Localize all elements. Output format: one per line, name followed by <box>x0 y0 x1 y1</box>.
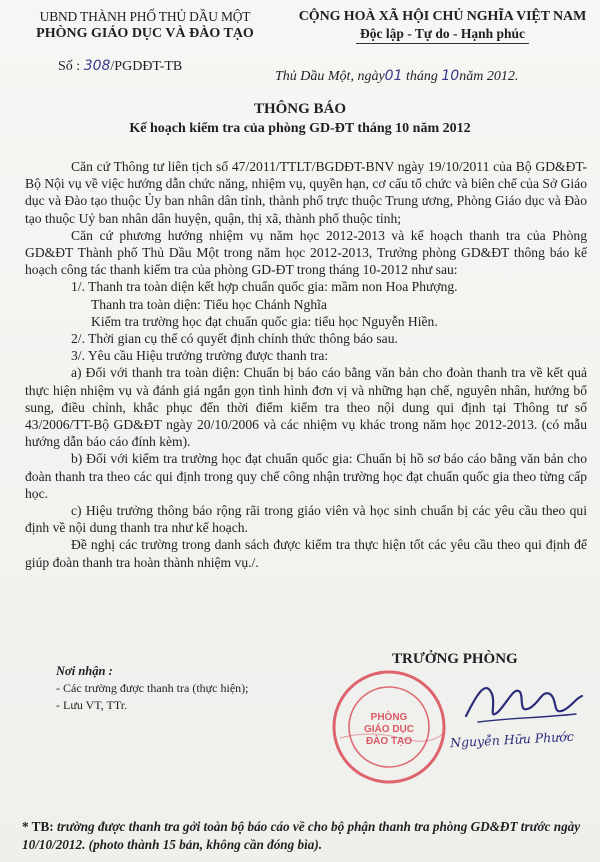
stamp-center-3: ĐÀO TẠO <box>365 736 413 747</box>
item-3b: b) Đối với kiểm tra trường học đạt chuẩn quốc gia: Chuẩn bị hồ sơ báo cáo bằng văn bản cho đoàn thanh tra theo các qui định trong quy chế công nhận trường học đạt chuẩn quốc gia theo từng cấp học. <box>25 451 587 501</box>
doc-number-suffix: /PGDĐT-TB <box>110 59 183 74</box>
doc-number-handwritten: 308 <box>83 58 111 74</box>
document-number <box>58 58 182 75</box>
item-1c: Kiểm tra trường học đạt chuẩn quốc gia: tiểu học Nguyễn Hiền. <box>91 313 438 329</box>
document-body <box>25 158 587 571</box>
recipients-block <box>56 663 248 714</box>
footnote-label: * TB: <box>22 819 57 834</box>
item-3: 3/. Yêu cầu Hiệu trưởng trường được thanh tra: <box>71 348 329 364</box>
agency-header <box>10 8 280 42</box>
document-title: THÔNG BÁO <box>253 101 347 117</box>
stamp-center-2: GIÁO DỤC <box>364 724 414 735</box>
official-stamp-icon <box>330 668 448 786</box>
recipient-line: - Các trường được thanh tra (thực hiện); <box>56 681 249 695</box>
handwritten-signature-icon <box>458 672 588 732</box>
paragraph-legal-basis-2: Căn cứ phương hướng nhiệm vụ năm học 2012-2013 và kế hoạch thanh tra của Phòng GD&ĐT Thành phố Thủ Dầu Một trong năm học 2012-2013, Trưởng phòng GD&ĐT thông báo kế hoạch công tác thanh kiểm tra của phòng GD-ĐT trong tháng 10-2012 như sau: <box>25 227 587 278</box>
signature-name: Nguyễn Hữu Phước <box>449 728 575 751</box>
agency-line-1: UBND THÀNH PHỐ THỦ DẦU MỘT <box>39 9 251 24</box>
nation-line-1: CỘNG HOÀ XÃ HỘI CHỦ NGHĨA VIỆT NAM <box>298 9 587 24</box>
place-date-part2: tháng <box>402 69 442 84</box>
nation-motto: Độc lập - Tự do - Hạnh phúc <box>356 25 529 44</box>
footnote <box>22 818 582 854</box>
recipients-title: Nơi nhận : <box>56 664 113 678</box>
footnote-text: trường được thanh tra gởi toàn bộ báo cáo về cho bộ phận thanh tra phòng GD&ĐT trước ngày 10/10/2012. (photo thành 15 bản, không cần đóng bìa). <box>22 819 581 852</box>
item-3c: c) Hiệu trưởng thông báo rộng rãi trong giáo viên và học sinh chuẩn bị các yêu cầu theo qui định về nội dung thanh tra như kế hoạch. <box>25 503 587 536</box>
place-date <box>275 68 518 85</box>
item-2: 2/. Thời gian cụ thể có quyết định chính thức thông báo sau. <box>71 331 398 347</box>
paragraph-legal-basis-1: Căn cứ Thông tư liên tịch số 47/2011/TTLT/BGDĐT-BNV ngày 19/10/2011 của Bộ GD&ĐT-Bộ Nội vụ về việc hướng dẫn chức năng, nhiệm vụ, quyền hạn, cơ cấu tổ chức và biên chế của Sở Giáo dục và Đào tạo thuộc Ủy ban nhân dân tỉnh, thành phố trực thuộc Trung ương, Phòng Giáo dục và Đào tạo thuộc Uỷ ban nhân dân huyện, quận, thị xã, thành phố thuộc tỉnh; <box>25 159 587 226</box>
doc-number-prefix: Số : <box>58 59 84 74</box>
item-1b: Thanh tra toàn diện: Tiểu học Chánh Nghĩa <box>91 296 327 312</box>
item-1: 1/. Thanh tra toàn diện kết hợp chuẩn quốc gia: mầm non Hoa Phượng. <box>71 279 458 295</box>
signer-title: TRƯỞNG PHÒNG <box>392 651 518 667</box>
stamp-center-1: PHÒNG <box>370 712 408 723</box>
place-date-part3: năm 2012. <box>459 69 519 84</box>
national-header <box>290 8 595 44</box>
item-3a: a) Đối với thanh tra toàn diện: Chuẩn bị báo cáo bằng văn bản cho đoàn thanh tra về kết quả thực hiện nhiệm vụ và đánh giá ngắn gọn tình hình đơn vị và những hạn chế, nguyên nhân, hướng bổ sung, điều chỉnh, khắc phục đến thời điểm kiểm tra theo nội dung qui định tại Thông tư số 43/2006/TT-Bộ GD&ĐT ngày 20/10/2006 và các nhiệm vụ khác trong năm học 2012-2013. (có mẫu hướng dẫn báo cáo đính kèm). <box>25 365 587 450</box>
document-subtitle: Kế hoạch kiểm tra của phòng GD-ĐT tháng 10 năm 2012 <box>129 121 471 136</box>
place-date-month: 10 <box>441 68 460 84</box>
place-date-day: 01 <box>384 68 403 84</box>
recipient-line: - Lưu VT, TTr. <box>56 698 128 712</box>
place-date-part1: Thủ Dầu Một, ngày <box>275 69 385 84</box>
agency-line-2: PHÒNG GIÁO DỤC VÀ ĐÀO TẠO <box>36 26 254 41</box>
closing-paragraph: Đề nghị các trường trong danh sách được kiểm tra thực hiện tốt các yêu cầu theo qui định để giúp đoàn thanh tra hoàn thành nhiệm vụ./. <box>25 537 587 570</box>
